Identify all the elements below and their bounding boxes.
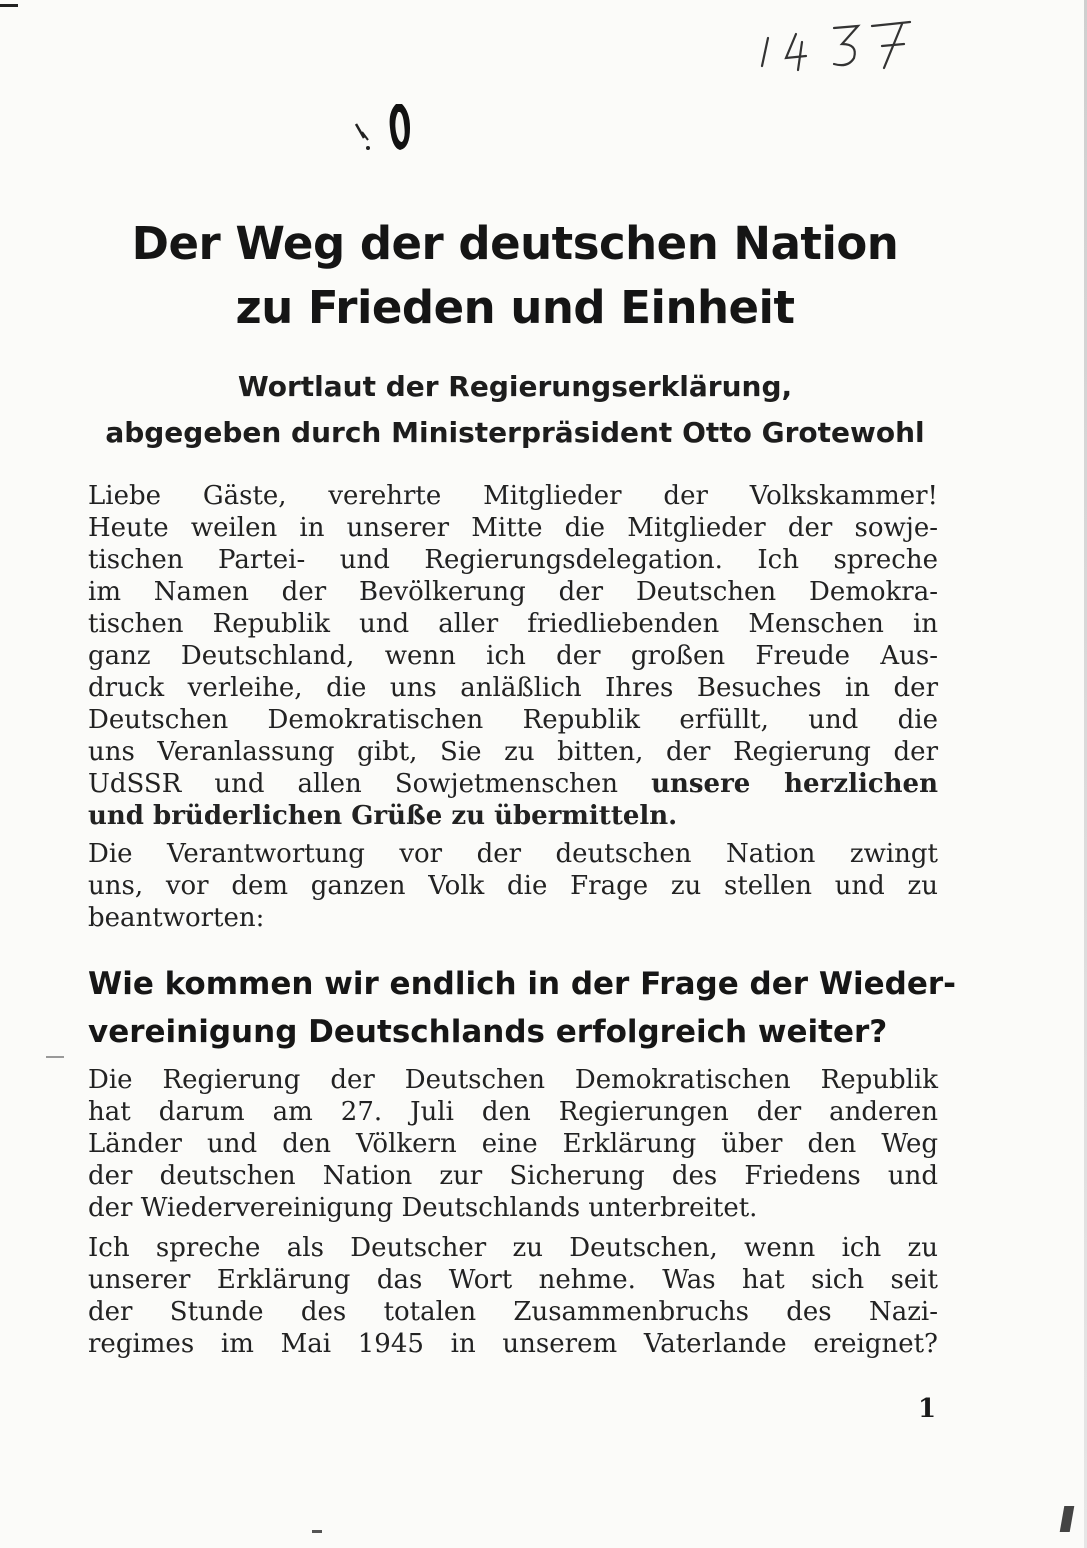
text-line-mixed xyxy=(88,768,938,800)
text-line: Länder und den Völkern eine Erklärung über den Weg xyxy=(88,1129,938,1159)
text-line: hat darum am 27. Juli den Regierungen der anderen xyxy=(88,1097,938,1127)
text-line: uns, vor dem ganzen Volk die Frage zu stellen und zu xyxy=(88,871,938,901)
ink-blot-mark xyxy=(350,98,420,158)
text-line: unserer Erklärung das Wort nehme. Was hat sich seit xyxy=(88,1265,938,1295)
text-line: im Namen der Bevölkerung der Deutschen Demokra- xyxy=(88,577,938,607)
text-line: tischen Partei- und Regierungsdelegation. Ich spreche xyxy=(88,545,938,575)
text-line: beantworten: xyxy=(88,903,265,933)
text-line: Deutschen Demokratischen Republik erfüllt, und die xyxy=(88,705,938,735)
scan-speck xyxy=(1060,1506,1075,1532)
text-line: der deutschen Nation zur Sicherung des Friedens und xyxy=(88,1161,938,1191)
handwritten-archive-number xyxy=(752,14,922,74)
scan-speck xyxy=(312,1530,322,1533)
text-line: druck verleihe, die uns anläßlich Ihres Besuches in der xyxy=(88,673,938,703)
text-line: Liebe Gäste, verehrte Mitglieder der Volkskammer! xyxy=(88,481,938,511)
scan-speck xyxy=(46,1056,64,1058)
text-line: Die Verantwortung vor der deutschen Nation zwingt xyxy=(88,839,938,869)
text-line: ganz Deutschland, wenn ich der großen Freude Aus- xyxy=(88,641,938,671)
paragraph-greeting xyxy=(88,480,938,832)
text-line: tischen Republik und aller friedliebenden Menschen in xyxy=(88,609,938,639)
text-line: der Stunde des totalen Zusammenbruchs des Nazi- xyxy=(88,1297,938,1327)
document-subtitle-line-2: abgegeben durch Ministerpräsident Otto Grotewohl xyxy=(105,416,925,449)
text-line: regimes im Mai 1945 in unserem Vaterlande ereignet? xyxy=(88,1329,938,1359)
page-number: 1 xyxy=(918,1394,937,1424)
paragraph-government-declaration xyxy=(88,1064,938,1224)
document-subtitle-line-1: Wortlaut der Regierungserklärung, xyxy=(237,370,793,403)
document-title-line-2: zu Frieden und Einheit xyxy=(235,281,795,334)
text-line: Ich spreche als Deutscher zu Deutschen, wenn ich zu xyxy=(88,1233,938,1263)
document-title-line-1: Der Weg der deutschen Nation xyxy=(131,217,899,270)
section-heading-line-2: vereinigung Deutschlands erfolgreich weiter? xyxy=(88,1014,888,1050)
text-bold: unsere herzlichen xyxy=(651,769,938,799)
text-line: Die Regierung der Deutschen Demokratischen Republik xyxy=(88,1065,938,1095)
text-line: der Wiedervereinigung Deutschlands unterbreitet. xyxy=(88,1193,758,1223)
text-normal: UdSSR und allen Sowjetmenschen xyxy=(88,769,619,799)
section-heading xyxy=(88,960,958,1056)
scan-artifact xyxy=(0,4,18,7)
section-heading-line-1: Wie kommen wir endlich in der Frage der Wieder- xyxy=(88,966,957,1002)
paragraph-responsibility xyxy=(88,838,938,934)
text-line-bold: und brüderlichen Grüße zu übermitteln. xyxy=(88,801,678,831)
text-line: Heute weilen in unserer Mitte die Mitglieder der sowje- xyxy=(88,513,938,543)
paragraph-speech xyxy=(88,1232,938,1360)
text-line: uns Veranlassung gibt, Sie zu bitten, der Regierung der xyxy=(88,737,938,767)
